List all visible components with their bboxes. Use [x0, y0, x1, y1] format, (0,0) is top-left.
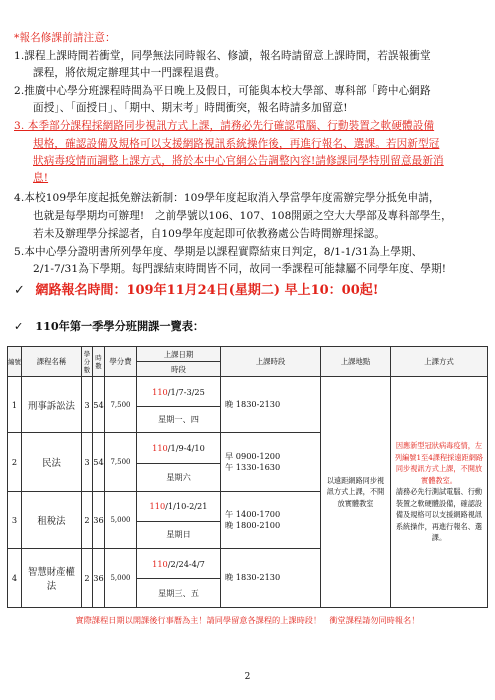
row-2-credits: 3: [82, 433, 93, 492]
header-period: 時段: [137, 362, 221, 377]
row-4-day: 星期三、五: [137, 579, 221, 608]
row-4-dates: 110/2/24-4/7: [137, 548, 221, 578]
notice-item-3-line-2: 規格，確認設備及規格可以支援網路視訊系統操作後，再進行報名、選課。若因新型冠: [33, 138, 440, 150]
notice-item-5-line-1: 5.本中心學分證明書所列學年度、學期是以課程實際結束日判定，8/1-1/31為上學期、: [14, 246, 423, 258]
section-title: 110年第一季學分班開課一覽表：: [35, 319, 205, 333]
method-notice-red: 因應新型冠狀病毒疫情，左列編號1至4課程採遠距網路同步視訊方式上課，不開放實體教室。: [394, 441, 484, 485]
row-2-fee: 7,500: [105, 433, 137, 492]
notice-item-1-line-2: 課程，將依規定辦理其中一門課程退費。: [33, 67, 226, 79]
header-number: 編號: [8, 347, 22, 377]
header-credits: 學分數: [82, 347, 93, 377]
row-4-hours: 36: [93, 548, 105, 607]
header-location: 上課地點: [321, 347, 391, 377]
row-3-hours: 36: [93, 492, 105, 549]
row-4-credits: 2: [82, 548, 93, 607]
header-method: 上課方式: [391, 347, 488, 377]
header-dates: 上課日期: [137, 347, 221, 362]
row-2-day: 星期六: [137, 463, 221, 491]
location-cell: 以遠距網路同步視訊方式上課，不開放實體教室: [321, 377, 391, 608]
page-number: 2: [244, 672, 251, 682]
course-schedule-table: [7, 346, 488, 608]
footer-note: 實際課程日期以開課後行事曆為主！請同學留意各課程的上課時段！ 衝堂課程請勿同時報名！: [75, 615, 420, 625]
row-1-number: 1: [8, 377, 22, 433]
row-2-hours: 54: [93, 433, 105, 492]
method-cell: [391, 377, 488, 608]
row-3-number: 3: [8, 492, 22, 549]
row-1-credits: 3: [82, 377, 93, 433]
notice-item-3-line-4: 息!: [33, 172, 49, 184]
row-2-number: 2: [8, 433, 22, 492]
row-4-fee: 5,000: [105, 548, 137, 607]
row-1-course-name: 刑事訴訟法: [22, 377, 82, 433]
row-3-credits: 2: [82, 492, 93, 549]
checkmark-icon: ✓: [14, 283, 25, 298]
row-1-day: 星期一、四: [137, 406, 221, 432]
notice-item-4-line-2: 也就是每學期均可辦理! 之前學號以106、107、108開頭之空大大學部及專科部學生，: [33, 210, 452, 222]
row-2-time: 早 0900-1200 午 1330-1630: [221, 433, 321, 492]
notice-item-4-line-3: 若未及辦理學分採認者，自109學年度起即可依教務處公告時間辦理採認。: [33, 228, 386, 240]
method-notice: 請務必先行測試電腦、行動裝置之軟硬體設備，確認設備及規格可以支援網路視訊系統操作，再進行報名、選課。: [395, 487, 483, 543]
section-heading: [14, 318, 204, 335]
row-3-fee: 5,000: [105, 492, 137, 549]
notice-item-3-line-3: 狀病毒疫情而調整上課方式，將於本中心官網公告調整內容!請修課同學特別留意最新消: [33, 155, 444, 167]
row-2-course-name: 民法: [22, 433, 82, 492]
row-3-day: 星期日: [137, 521, 221, 548]
row-4-time: 晚 1830-2130: [221, 548, 321, 607]
checkmark-icon: ✓: [14, 320, 24, 333]
row-3-course-name: 租稅法: [22, 492, 82, 549]
row-1-fee: 7,500: [105, 377, 137, 433]
notice-title: *報名修課前請注意：: [14, 32, 116, 44]
registration-time: 網路報名時間：109年11月24日(星期二) 早上10：00起!: [35, 283, 379, 298]
header-time: 上課時段: [221, 347, 321, 377]
registration-row: [14, 282, 378, 300]
row-4-course-name: 智慧財產權法: [22, 548, 82, 607]
notice-item-1-line-1: 1.課程上課時間若衝堂，同學無法同時報名、修讀，報名時請留意上課時間，若誤報衝堂: [14, 50, 431, 62]
row-4-number: 4: [8, 548, 22, 607]
row-1-time: 晚 1830-2130: [221, 377, 321, 433]
row-3-dates: 110/1/10-2/21: [137, 492, 221, 521]
notice-item-2-line-2: 面授」、「面授日」、「期中、期末考」時間衝突，報名時請多加留意!: [33, 102, 348, 114]
header-course-name: 課程名稱: [22, 347, 82, 377]
header-hours: 時數: [93, 347, 105, 377]
header-fee: 學分費: [105, 347, 137, 377]
notice-item-4-line-1: 4.本校109學年度起抵免辦法新制：109學年度起取消入學當學年度需辦完學分抵免申請，: [14, 192, 440, 204]
row-2-dates: 110/1/9-4/10: [137, 433, 221, 463]
notice-item-2-line-1: 2.推廣中心學分班課程時間為平日晚上及假日，可能與本校大學部、專科部「跨中心網路: [14, 85, 431, 97]
row-1-hours: 54: [93, 377, 105, 433]
notice-item-5-line-2: 2/1-7/31為下學期。每門課結束時間皆不同，故同一季課程可能隸屬不同學年度、學期!: [33, 263, 447, 275]
row-3-time: 午 1400-1700 晚 1800-2100: [221, 492, 321, 549]
row-1-dates: 110/1/7-3/25: [137, 377, 221, 406]
notice-item-3-line-1: 3. 本季部分課程採網路同步視訊方式上課，請務必先行確認電腦、行動裝置之軟硬體設備: [14, 120, 435, 132]
